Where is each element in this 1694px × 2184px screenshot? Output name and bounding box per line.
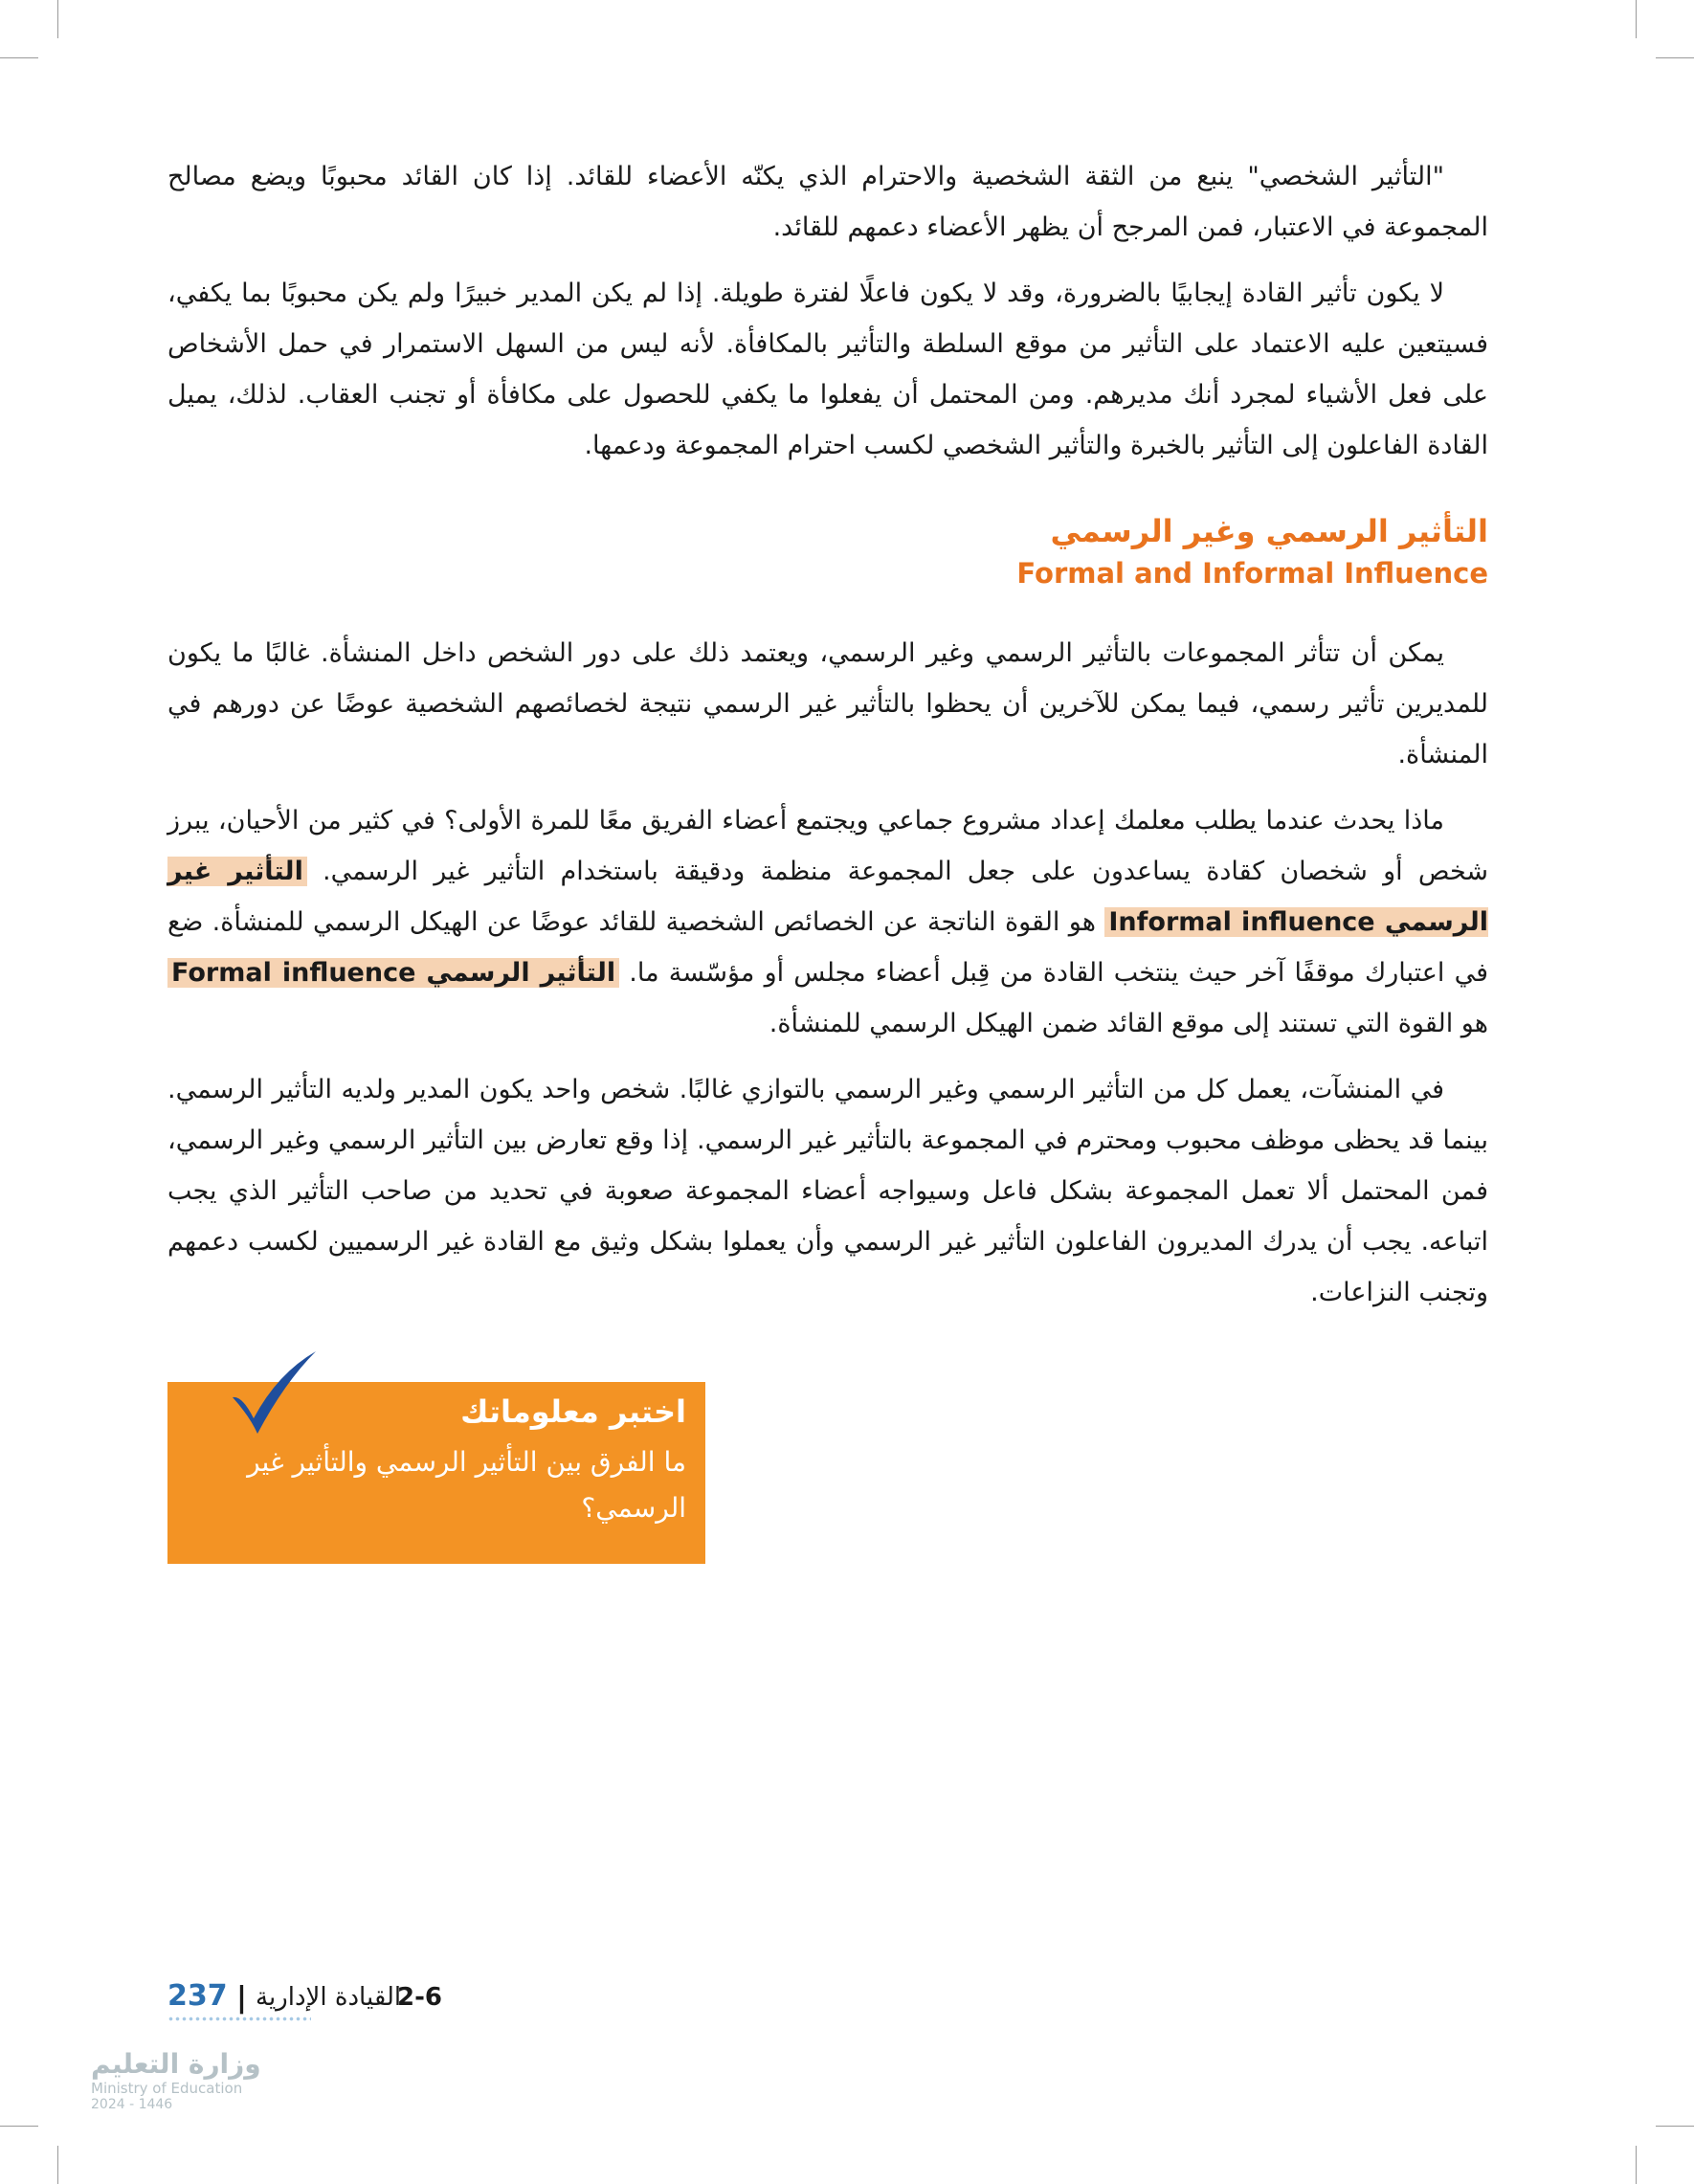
- paragraph: لا يكون تأثير القادة إيجابيًا بالضرورة، وقد لا يكون فاعلًا لفترة طويلة. إذا لم يكن المدير خبيرًا ولم يكن محبوبًا بما يكفي، فسيتعين عليه الاعتماد على التأثير من موقع السلطة والتأثير بالمكافأة. لأنه ليس من السهل الاستمرار في حمل الأشخاص على فعل الأشياء لمجرد أنك مديرهم. ومن المحتمل أن يفعلوا ما يكفي للحصول على مكافأة أو تجنب العقاب. لذلك، يميل القادة الفاعلون إلى التأثير بالخبرة والتأثير الشخصي لكسب احترام المجموعة ودعمها.: [167, 279, 1488, 460]
- quiz-question: ما الفرق بين التأثير الرسمي والتأثير غير الرسمي؟: [247, 1446, 686, 1524]
- paragraph: يمكن أن تتأثر المجموعات بالتأثير الرسمي وغير الرسمي، ويعتمد ذلك على دور الشخص داخل المنشأة. غالبًا ما يكون للمديرين تأثير رسمي، فيما يمكن للآخرين أن يحظوا بالتأثير غير الرسمي نتيجة لخصائصهم الشخصية عوضًا عن دورهم في المنشأة.: [167, 638, 1488, 769]
- term-en: Informal influence: [1108, 907, 1375, 937]
- crop-mark: [0, 57, 38, 58]
- paragraph-text: هو القوة الناتجة عن الخصائص الشخصية للقائد عوضًا عن الهيكل الرسمي للمنشأة. ضع في اعتبارك موقفًا آخر حيث ينتخب القادة من قِبل أعضاء مجلس أو مؤسّسة ما.: [167, 907, 1488, 988]
- page-footer: [167, 1979, 550, 2037]
- term-en: Formal influence: [171, 958, 416, 988]
- crop-mark: [1656, 57, 1694, 58]
- crop-mark: [57, 0, 58, 38]
- ministry-watermark: [91, 2048, 301, 2112]
- crop-mark: [57, 2146, 58, 2184]
- paragraph: في المنشآت، يعمل كل من التأثير الرسمي وغير الرسمي بالتوازي غالبًا. شخص واحد يكون المدير ولديه التأثير الرسمي. بينما قد يحظى موظف محبوب ومحترم في المجموعة بالتأثير غير الرسمي. إذا وقع تعارض بين التأثير الرسمي وغير الرسمي، فمن المحتمل ألا تعمل المجموعة بشكل فاعل وسيواجه أعضاء المجموعة صعوبة في تحديد من صاحب التأثير الذي يجب اتباعه. يجب أن يدرك المديرون الفاعلون التأثير غير الرسمي وأن يعملوا بشكل وثيق مع القادة غير الرسميين لكسب دعمهم وتجنب النزاعات.: [167, 1075, 1488, 1307]
- ministry-name-ar: وزارة التعليم: [91, 2048, 261, 2080]
- paragraph-text: هو القوة التي تستند إلى موقع القائد ضمن الهيكل الرسمي للمنشأة.: [769, 1009, 1488, 1038]
- crop-mark: [1656, 2126, 1694, 2127]
- highlight-formal-influence: [167, 958, 619, 988]
- page-content: [167, 151, 1488, 1333]
- paragraph: "التأثير الشخصي" ينبع من الثقة الشخصية والاحترام الذي يكنّه الأعضاء للقائد. إذا كان القائد محبوبًا ويضع مصالح المجموعة في الاعتبار، فمن المرجح أن يظهر الأعضاء دعمهم للقائد.: [167, 162, 1488, 242]
- section-title-ar: التأثير الرسمي وغير الرسمي: [1050, 513, 1488, 549]
- checkmark-icon: [225, 1349, 321, 1436]
- page-number: 237: [167, 1979, 228, 2013]
- ministry-year: 2024 - 1446: [91, 2097, 173, 2112]
- chapter-title: القيادة الإدارية: [256, 1983, 402, 2012]
- crop-mark: [1636, 0, 1637, 38]
- term-ar: التأثير الرسمي: [426, 958, 616, 988]
- chapter-number: 2-6: [397, 1983, 442, 2012]
- paragraph-text: ماذا يحدث عندما يطلب معلمك إعداد مشروع جماعي ويجتمع أعضاء الفريق معًا للمرة الأولى؟ في كثير من الأحيان، يبرز شخص أو شخصان كقادة يساعدون على جعل المجموعة منظمة ودقيقة باستخدام التأثير غير الرسمي.: [167, 806, 1488, 886]
- paragraph-definitions: [167, 795, 1488, 1049]
- quiz-title: اختبر معلوماتك: [460, 1393, 686, 1430]
- term-ar: التأثير غير الرسمي: [167, 857, 1488, 937]
- footer-separator: |: [236, 1981, 247, 2015]
- section-title-en: Formal and Informal Influence: [1016, 557, 1488, 590]
- decorative-dots: [167, 2016, 311, 2023]
- ministry-name-en: Ministry of Education: [91, 2080, 243, 2097]
- crop-mark: [1636, 2146, 1637, 2184]
- crop-mark: [0, 2126, 38, 2127]
- quiz-box: [167, 1382, 705, 1564]
